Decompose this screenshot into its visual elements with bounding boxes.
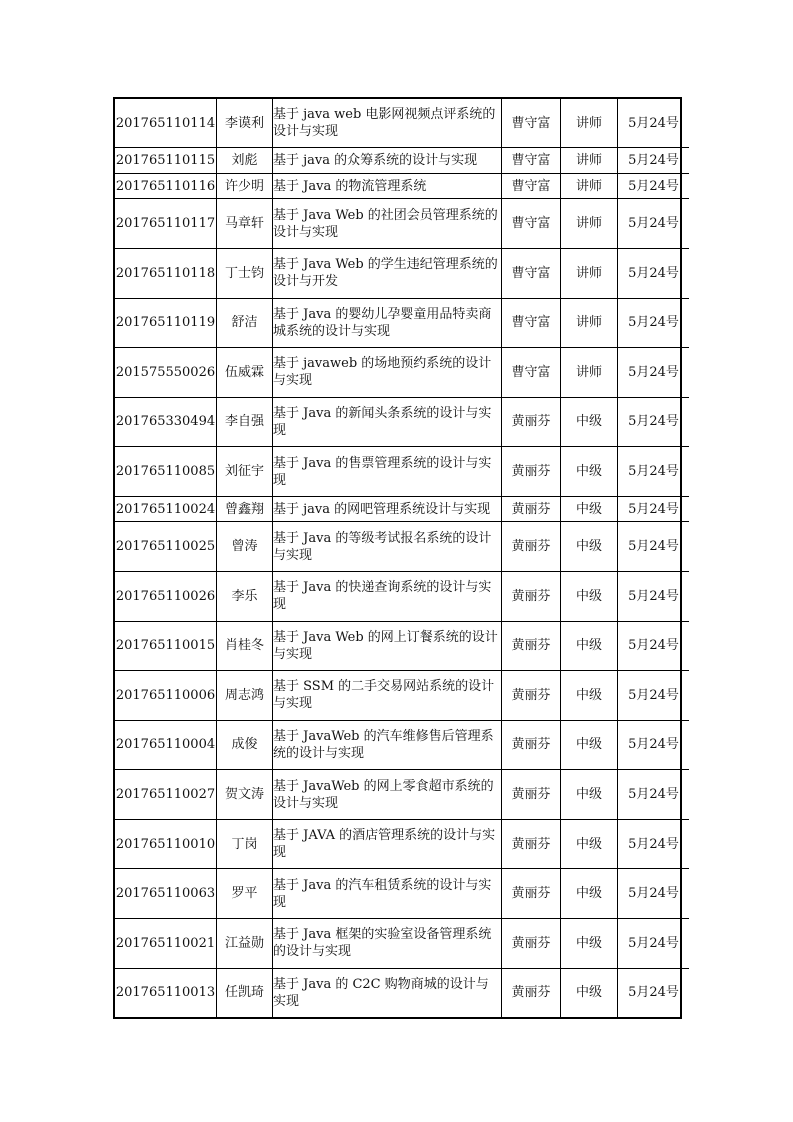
thesis-title-text: 基于 java 的众筹系统的设计与实现 [273, 153, 478, 169]
defense-date-cell: 5月24号 [618, 496, 690, 522]
student-name-cell: 舒洁 [217, 298, 273, 348]
advisor-rank-cell: 中级 [561, 671, 618, 721]
thesis-title-cell [273, 621, 502, 671]
advisor-cell: 曹守富 [502, 99, 561, 148]
thesis-title-text: 基于 SSM 的二手交易网站系统的设计与实现 [273, 679, 495, 712]
student-name-cell: 成俊 [217, 720, 273, 770]
table-row [115, 869, 689, 919]
student-id-cell: 201765110085 [115, 447, 217, 497]
student-id-cell: 201765110004 [115, 720, 217, 770]
advisor-rank-cell: 讲师 [561, 348, 618, 398]
advisor-cell: 黄丽芬 [502, 621, 561, 671]
student-id-cell: 201765110021 [115, 918, 217, 968]
thesis-title-cell [273, 397, 502, 447]
thesis-defense-table [115, 99, 689, 1017]
thesis-title-cell [273, 671, 502, 721]
defense-date-cell: 5月24号 [618, 298, 690, 348]
student-id-cell: 201765110010 [115, 819, 217, 869]
thesis-title-cell [273, 447, 502, 497]
student-id-cell: 201765110027 [115, 770, 217, 820]
student-id-cell: 201765110024 [115, 496, 217, 522]
student-name-cell: 肖桂冬 [217, 621, 273, 671]
advisor-cell: 黄丽芬 [502, 720, 561, 770]
thesis-title-cell [273, 770, 502, 820]
advisor-rank-cell: 中级 [561, 621, 618, 671]
table-row [115, 522, 689, 572]
student-name-cell: 许少明 [217, 173, 273, 199]
thesis-title-text: 基于 Java 的 C2C 购物商城的设计与实现 [273, 976, 489, 1009]
thesis-title-text: 基于 Java 的物流管理系统 [273, 178, 427, 194]
advisor-cell: 曹守富 [502, 173, 561, 199]
student-id-cell: 201765110063 [115, 869, 217, 919]
table-row [115, 173, 689, 199]
thesis-title-cell [273, 968, 502, 1017]
thesis-title-text: 基于 Java Web 的社团会员管理系统的设计与实现 [273, 207, 498, 240]
student-name-cell: 周志鸿 [217, 671, 273, 721]
defense-date-cell: 5月24号 [618, 819, 690, 869]
thesis-title-text: 基于 javaweb 的场地预约系统的设计与实现 [273, 356, 492, 389]
table-row [115, 298, 689, 348]
student-id-cell: 201765110006 [115, 671, 217, 721]
thesis-title-cell [273, 522, 502, 572]
advisor-rank-cell: 中级 [561, 522, 618, 572]
thesis-title-text: 基于 java 的网吧管理系统设计与实现 [273, 501, 491, 517]
advisor-rank-cell: 中级 [561, 571, 618, 621]
advisor-rank-cell: 讲师 [561, 173, 618, 199]
advisor-rank-cell: 讲师 [561, 298, 618, 348]
thesis-title-cell [273, 298, 502, 348]
thesis-title-text: 基于 Java 的汽车租赁系统的设计与实现 [273, 877, 492, 910]
defense-date-cell: 5月24号 [618, 720, 690, 770]
student-id-cell: 201765110117 [115, 199, 217, 249]
advisor-cell: 黄丽芬 [502, 918, 561, 968]
student-id-cell: 201765110116 [115, 173, 217, 199]
thesis-title-text: 基于 Java 的等级考试报名系统的设计与实现 [273, 530, 492, 563]
advisor-rank-cell: 讲师 [561, 99, 618, 148]
thesis-title-cell [273, 148, 502, 174]
student-name-cell: 曾涛 [217, 522, 273, 572]
student-id-cell: 201765110114 [115, 99, 217, 148]
defense-date-cell: 5月24号 [618, 571, 690, 621]
advisor-cell: 曹守富 [502, 298, 561, 348]
table-row [115, 770, 689, 820]
advisor-cell: 黄丽芬 [502, 671, 561, 721]
student-name-cell: 任凯琦 [217, 968, 273, 1017]
defense-date-cell: 5月24号 [618, 621, 690, 671]
thesis-title-cell [273, 173, 502, 199]
table-row [115, 621, 689, 671]
thesis-title-text: 基于 Java 的快递查询系统的设计与实现 [273, 580, 492, 613]
student-name-cell: 李自强 [217, 397, 273, 447]
advisor-cell: 黄丽芬 [502, 397, 561, 447]
advisor-cell: 曹守富 [502, 348, 561, 398]
thesis-title-cell [273, 571, 502, 621]
advisor-cell: 黄丽芬 [502, 522, 561, 572]
thesis-title-text: 基于 JavaWeb 的网上零食超市系统的设计与实现 [273, 778, 494, 811]
table-row [115, 671, 689, 721]
advisor-rank-cell: 中级 [561, 720, 618, 770]
advisor-rank-cell: 中级 [561, 397, 618, 447]
student-name-cell: 贺文涛 [217, 770, 273, 820]
student-id-cell: 201765110015 [115, 621, 217, 671]
student-id-cell: 201765110025 [115, 522, 217, 572]
table-row [115, 99, 689, 148]
table-row [115, 348, 689, 398]
student-id-cell: 201765330494 [115, 397, 217, 447]
table-row [115, 199, 689, 249]
table-row [115, 447, 689, 497]
thesis-title-text: 基于 java web 电影网视频点评系统的设计与实现 [273, 107, 496, 140]
thesis-defense-table-frame [113, 97, 682, 1019]
thesis-title-text: 基于 Java 的新闻头条系统的设计与实现 [273, 405, 492, 438]
thesis-title-cell [273, 819, 502, 869]
thesis-title-cell [273, 348, 502, 398]
advisor-cell: 黄丽芬 [502, 819, 561, 869]
advisor-rank-cell: 中级 [561, 968, 618, 1017]
thesis-title-text: 基于 Java 的婴幼儿孕婴童用品特卖商城系统的设计与实现 [273, 306, 492, 339]
table-body [115, 99, 689, 1017]
advisor-cell: 曹守富 [502, 199, 561, 249]
advisor-rank-cell: 讲师 [561, 199, 618, 249]
advisor-rank-cell: 中级 [561, 819, 618, 869]
thesis-title-cell [273, 720, 502, 770]
defense-date-cell: 5月24号 [618, 397, 690, 447]
advisor-cell: 曹守富 [502, 148, 561, 174]
thesis-title-cell [273, 918, 502, 968]
student-name-cell: 李乐 [217, 571, 273, 621]
defense-date-cell: 5月24号 [618, 968, 690, 1017]
advisor-cell: 黄丽芬 [502, 447, 561, 497]
table-row [115, 571, 689, 621]
defense-date-cell: 5月24号 [618, 348, 690, 398]
thesis-title-text: 基于 JAVA 的酒店管理系统的设计与实现 [273, 828, 496, 861]
table-row [115, 918, 689, 968]
student-id-cell: 201765110119 [115, 298, 217, 348]
defense-date-cell: 5月24号 [618, 148, 690, 174]
student-name-cell: 伍威霖 [217, 348, 273, 398]
defense-date-cell: 5月24号 [618, 173, 690, 199]
thesis-title-text: 基于 Java Web 的学生违纪管理系统的设计与开发 [273, 257, 498, 290]
student-name-cell: 江益勋 [217, 918, 273, 968]
table-row [115, 397, 689, 447]
advisor-cell: 曹守富 [502, 248, 561, 298]
advisor-rank-cell: 中级 [561, 447, 618, 497]
advisor-rank-cell: 讲师 [561, 148, 618, 174]
thesis-title-cell [273, 496, 502, 522]
table-row [115, 819, 689, 869]
thesis-title-cell [273, 248, 502, 298]
defense-date-cell: 5月24号 [618, 869, 690, 919]
thesis-title-text: 基于 Java Web 的网上订餐系统的设计与实现 [273, 629, 498, 662]
advisor-cell: 黄丽芬 [502, 571, 561, 621]
advisor-rank-cell: 中级 [561, 869, 618, 919]
advisor-cell: 黄丽芬 [502, 496, 561, 522]
student-id-cell: 201765110118 [115, 248, 217, 298]
advisor-rank-cell: 中级 [561, 770, 618, 820]
defense-date-cell: 5月24号 [618, 671, 690, 721]
student-name-cell: 马章轩 [217, 199, 273, 249]
student-name-cell: 丁士钧 [217, 248, 273, 298]
student-name-cell: 罗平 [217, 869, 273, 919]
student-id-cell: 201575550026 [115, 348, 217, 398]
thesis-title-text: 基于 Java 框架的实验室设备管理系统的设计与实现 [273, 927, 492, 960]
student-name-cell: 李谟利 [217, 99, 273, 148]
defense-date-cell: 5月24号 [618, 918, 690, 968]
advisor-rank-cell: 讲师 [561, 248, 618, 298]
defense-date-cell: 5月24号 [618, 99, 690, 148]
student-name-cell: 曾鑫翔 [217, 496, 273, 522]
table-row [115, 148, 689, 174]
defense-date-cell: 5月24号 [618, 248, 690, 298]
thesis-title-cell [273, 199, 502, 249]
advisor-cell: 黄丽芬 [502, 968, 561, 1017]
defense-date-cell: 5月24号 [618, 199, 690, 249]
thesis-title-text: 基于 JavaWeb 的汽车维修售后管理系统的设计与实现 [273, 728, 494, 761]
advisor-rank-cell: 中级 [561, 918, 618, 968]
table-row [115, 248, 689, 298]
thesis-title-text: 基于 Java 的售票管理系统的设计与实现 [273, 455, 492, 488]
student-id-cell: 201765110026 [115, 571, 217, 621]
table-row [115, 496, 689, 522]
student-id-cell: 201765110115 [115, 148, 217, 174]
defense-date-cell: 5月24号 [618, 522, 690, 572]
advisor-cell: 黄丽芬 [502, 770, 561, 820]
defense-date-cell: 5月24号 [618, 447, 690, 497]
student-name-cell: 刘彪 [217, 148, 273, 174]
student-name-cell: 丁岗 [217, 819, 273, 869]
thesis-title-cell [273, 869, 502, 919]
advisor-cell: 黄丽芬 [502, 869, 561, 919]
advisor-rank-cell: 中级 [561, 496, 618, 522]
student-name-cell: 刘征宇 [217, 447, 273, 497]
student-id-cell: 201765110013 [115, 968, 217, 1017]
thesis-title-cell [273, 99, 502, 148]
table-row [115, 720, 689, 770]
defense-date-cell: 5月24号 [618, 770, 690, 820]
table-row [115, 968, 689, 1017]
